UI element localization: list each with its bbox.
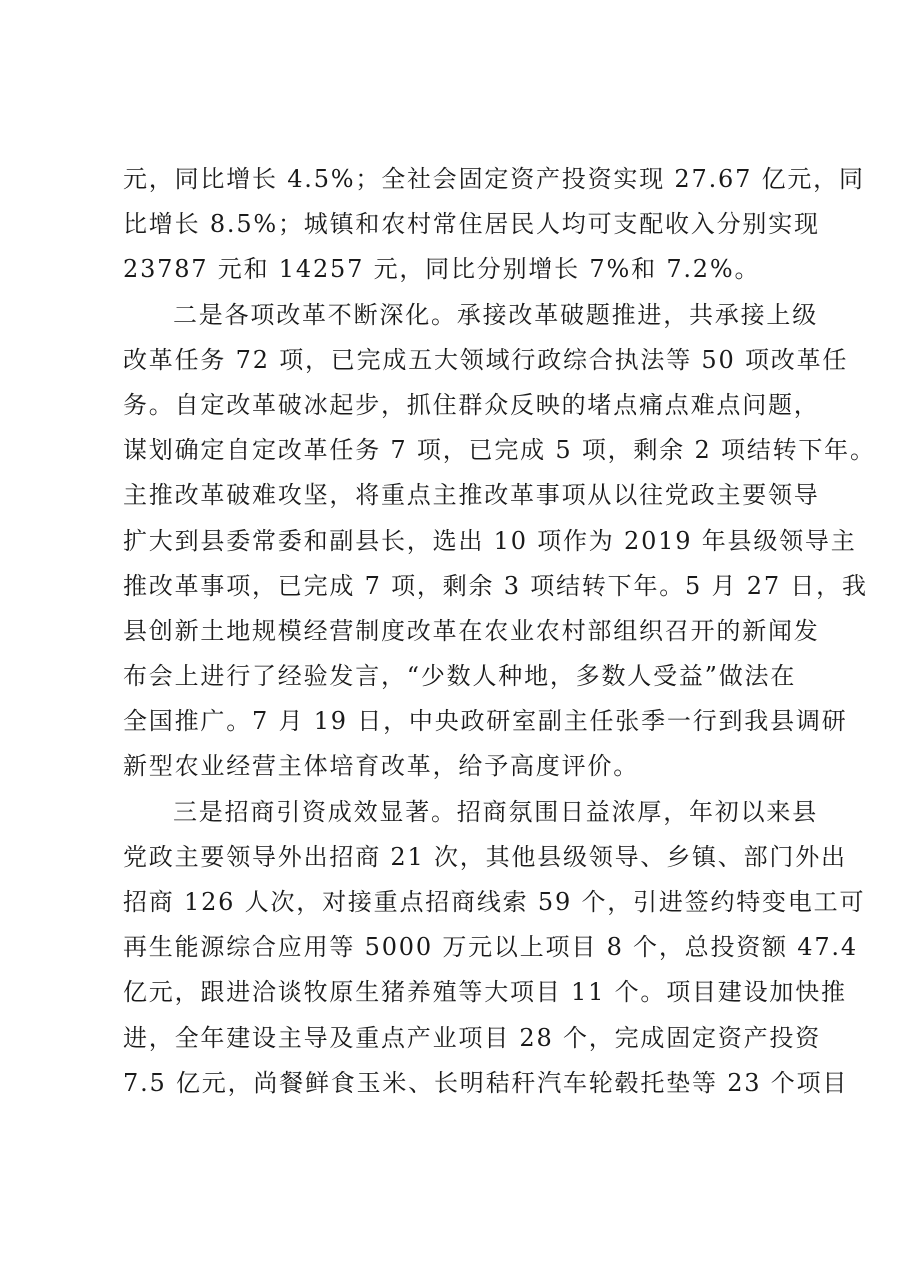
text-line: 推改革事项，已完成 7 项，剩余 3 项结转下年。5 月 27 日，我 <box>123 571 868 600</box>
paragraph-2-first-line: 二是各项改革不断深化。承接改革破题推进，共承接上级 <box>173 300 818 329</box>
text-line: 比增长 8.5%；城镇和农村常住居民人均可支配收入分别实现 <box>123 210 820 239</box>
text-line: 23787 元和 14257 元，同比分别增长 7%和 7.2%。 <box>123 255 761 284</box>
document-body <box>123 157 876 1106</box>
text-line: 全国推广。7 月 19 日，中央政研室副主任张季一行到我县调研 <box>123 707 848 736</box>
text-line: 主推改革破难攻坚，将重点主推改革事项从以往党政主要领导 <box>123 481 820 510</box>
text-line: 布会上进行了经验发言，“少数人种地，多数人受益”做法在 <box>123 662 797 691</box>
text-line: 党政主要领导外出招商 21 次，其他县级领导、乡镇、部门外出 <box>123 842 847 871</box>
text-line: 谋划确定自定改革任务 7 项，已完成 5 项，剩余 2 项结转下年。 <box>123 436 876 465</box>
text-line: 县创新土地规模经营制度改革在农业农村部组织召开的新闻发 <box>123 616 820 645</box>
text-line: 务。自定改革破冰起步，抓住群众反映的堵点痛点难点问题， <box>123 390 820 419</box>
text-line: 7.5 亿元，尚餐鲜食玉米、长明秸秆汽车轮毂托垫等 23 个项目 <box>123 1068 849 1097</box>
text-line: 进，全年建设主导及重点产业项目 28 个，完成固定资产投资 <box>123 1023 821 1052</box>
text-line: 招商 126 人次，对接重点招商线索 59 个，引进签约特变电工可 <box>123 888 866 916</box>
text-line: 新型农业经营主体培育改革，给予高度评价。 <box>123 752 639 781</box>
text-line: 元，同比增长 4.5%；全社会固定资产投资实现 27.67 亿元，同 <box>123 165 865 193</box>
text-line: 扩大到县委常委和副县长，选出 10 项作为 2019 年县级领导主 <box>123 526 857 555</box>
text-line: 亿元，跟进洽谈牧原生猪养殖等大项目 11 个。项目建设加快推 <box>123 978 847 1007</box>
paragraph-3-first-line: 三是招商引资成效显著。招商氛围日益浓厚，年初以来县 <box>173 797 818 826</box>
text-line: 改革任务 72 项，已完成五大领域行政综合执法等 50 项改革任 <box>123 345 849 374</box>
text-line: 再生能源综合应用等 5000 万元以上项目 8 个，总投资额 47.4 <box>123 933 858 962</box>
